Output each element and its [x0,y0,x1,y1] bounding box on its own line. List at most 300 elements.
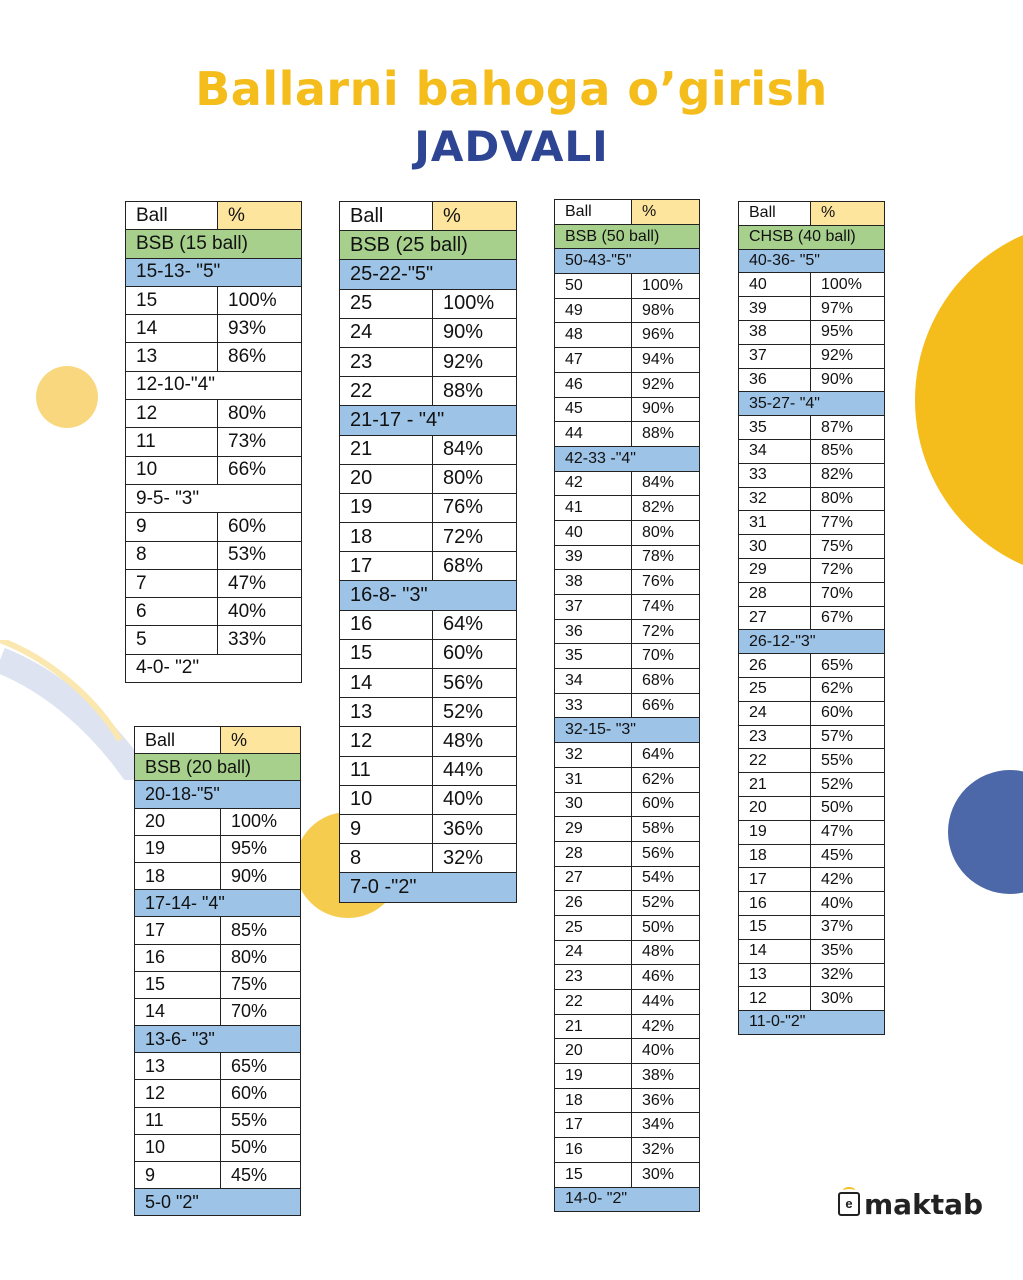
column-header-ball: Ball [739,202,811,226]
table-row [135,1162,301,1189]
percent-cell: 62% [811,677,885,701]
table-row [555,595,700,620]
ball-cell: 47 [555,348,632,373]
percent-cell: 76% [433,493,517,522]
table-header-row [555,200,700,225]
grade-row [126,371,302,399]
ball-cell: 44 [555,422,632,447]
ball-cell: 34 [555,669,632,694]
table-row [555,274,700,299]
percent-cell: 70% [632,644,700,669]
ball-cell: 6 [126,598,218,626]
table-row [126,626,302,654]
ball-cell: 25 [555,915,632,940]
ball-cell: 9 [340,814,433,843]
ball-cell: 24 [555,940,632,965]
percent-cell: 48% [433,727,517,756]
table-row [555,891,700,916]
ball-cell: 20 [555,1039,632,1064]
percent-cell: 32% [632,1138,700,1163]
percent-cell: 40% [218,598,302,626]
ball-cell: 23 [555,965,632,990]
ball-cell: 11 [135,1107,221,1134]
table-row [739,773,885,797]
grade-row [135,781,301,808]
percent-cell: 92% [632,372,700,397]
table-row [555,1014,700,1039]
ball-cell: 13 [135,1053,221,1080]
grade-row [135,1189,301,1216]
percent-cell: 70% [221,998,301,1025]
percent-cell: 82% [632,496,700,521]
percent-cell: 53% [218,541,302,569]
ball-cell: 20 [135,808,221,835]
percent-cell: 88% [433,377,517,406]
percent-cell: 44% [632,990,700,1015]
table-row [340,639,517,668]
percent-cell: 92% [433,347,517,376]
table-row [555,1162,700,1187]
grade-label: 50-43-"5" [555,249,700,274]
ball-cell: 23 [340,347,433,376]
table-bsb25 [339,201,517,903]
table-row [126,598,302,626]
table-row [340,814,517,843]
percent-cell: 72% [632,619,700,644]
percent-cell: 80% [811,487,885,511]
ball-cell: 14 [340,669,433,698]
percent-cell: 100% [811,273,885,297]
table-row [739,749,885,773]
table-row [555,693,700,718]
table-row [739,320,885,344]
percent-cell: 50% [811,796,885,820]
table-row [739,487,885,511]
decor-circle-yellow-small [36,366,98,428]
table-row [555,792,700,817]
table-row [555,397,700,422]
ball-cell: 18 [739,844,811,868]
ball-cell: 29 [739,558,811,582]
percent-cell: 68% [433,552,517,581]
column-header-ball: Ball [126,202,218,230]
ball-cell: 10 [126,456,218,484]
table-row [340,844,517,873]
table-row [126,569,302,597]
grade-label: 20-18-"5" [135,781,301,808]
table-row [126,428,302,456]
percent-cell: 35% [811,939,885,963]
percent-cell: 46% [632,965,700,990]
table-row [126,343,302,371]
percent-cell: 73% [218,428,302,456]
ball-cell: 27 [555,866,632,891]
percent-cell: 32% [433,844,517,873]
ball-cell: 30 [739,535,811,559]
percent-cell: 96% [632,323,700,348]
table-header-row [340,202,517,231]
table-row [739,416,885,440]
ball-cell: 15 [135,971,221,998]
percent-cell: 80% [218,400,302,428]
percent-cell: 90% [632,397,700,422]
percent-cell: 50% [221,1134,301,1161]
table-row [135,835,301,862]
grade-row [126,654,302,682]
table-row [739,820,885,844]
table-title: BSB (25 ball) [340,231,517,260]
ball-cell: 12 [126,400,218,428]
grade-label: 17-14- "4" [135,890,301,917]
ball-cell: 38 [739,320,811,344]
ball-cell: 15 [739,915,811,939]
ball-cell: 11 [126,428,218,456]
ball-cell: 36 [739,368,811,392]
percent-cell: 60% [433,639,517,668]
table-row [555,471,700,496]
percent-cell: 37% [811,915,885,939]
table-row [135,1080,301,1107]
ball-cell: 34 [739,439,811,463]
percent-cell: 48% [632,940,700,965]
table-row [739,439,885,463]
percent-cell: 80% [433,464,517,493]
table-row [340,669,517,698]
percent-cell: 47% [218,569,302,597]
percent-cell: 50% [632,915,700,940]
table-title: CHSB (40 ball) [739,225,885,249]
percent-cell: 85% [221,917,301,944]
percent-cell: 60% [632,792,700,817]
ball-cell: 15 [126,286,218,314]
percent-cell: 60% [221,1080,301,1107]
percent-cell: 97% [811,297,885,321]
percent-cell: 44% [433,756,517,785]
ball-cell: 46 [555,372,632,397]
percent-cell: 58% [632,817,700,842]
percent-cell: 55% [811,749,885,773]
ball-cell: 16 [135,944,221,971]
grade-row [135,1026,301,1053]
ball-cell: 17 [135,917,221,944]
grade-row [340,873,517,902]
table-title-row [135,754,301,781]
table-row [340,318,517,347]
ball-cell: 41 [555,496,632,521]
ball-cell: 37 [739,344,811,368]
ball-cell: 40 [739,273,811,297]
grade-label: 25-22-"5" [340,260,517,289]
percent-cell: 42% [632,1014,700,1039]
grade-label: 14-0- "2" [555,1187,700,1212]
ball-cell: 20 [340,464,433,493]
table-row [555,767,700,792]
table-row [340,610,517,639]
ball-cell: 25 [340,289,433,318]
table-row [739,558,885,582]
ball-cell: 23 [739,725,811,749]
grade-row [555,718,700,743]
percent-cell: 56% [433,669,517,698]
percent-cell: 87% [811,416,885,440]
table-row [555,1064,700,1089]
ball-cell: 49 [555,298,632,323]
percent-cell: 75% [221,971,301,998]
percent-cell: 90% [221,862,301,889]
ball-cell: 27 [739,606,811,630]
table-bsb50 [554,199,700,1212]
column-header-percent: % [632,200,700,225]
ball-cell: 25 [739,677,811,701]
table-row [555,619,700,644]
table-row [555,570,700,595]
ball-cell: 12 [340,727,433,756]
grade-label: 5-0 "2" [135,1189,301,1216]
percent-cell: 60% [811,701,885,725]
ball-cell: 33 [555,693,632,718]
grade-label: 15-13- "5" [126,258,302,286]
percent-cell: 70% [811,582,885,606]
ball-cell: 21 [555,1014,632,1039]
ball-cell: 18 [135,862,221,889]
table-row [739,273,885,297]
table-row [739,582,885,606]
ball-cell: 8 [126,541,218,569]
percent-cell: 36% [433,814,517,843]
table-row [739,677,885,701]
ball-cell: 9 [135,1162,221,1189]
table-row [555,323,700,348]
percent-cell: 40% [811,892,885,916]
percent-cell: 62% [632,767,700,792]
table-row [135,944,301,971]
percent-cell: 80% [221,944,301,971]
table-row [135,998,301,1025]
percent-cell: 36% [632,1088,700,1113]
ball-cell: 37 [555,595,632,620]
table-row [555,1138,700,1163]
ball-cell: 22 [739,749,811,773]
table-row [135,917,301,944]
decor-circle-yellow-large [915,220,1023,580]
ball-cell: 14 [126,315,218,343]
column-header-percent: % [811,202,885,226]
percent-cell: 74% [632,595,700,620]
percent-cell: 78% [632,545,700,570]
grade-label: 7-0 -"2" [340,873,517,902]
table-row [340,464,517,493]
table-row [340,727,517,756]
percent-cell: 93% [218,315,302,343]
grade-row [135,890,301,917]
ball-cell: 45 [555,397,632,422]
ball-cell: 48 [555,323,632,348]
grade-label: 40-36- "5" [739,249,885,273]
grade-label: 13-6- "3" [135,1026,301,1053]
ball-cell: 21 [739,773,811,797]
table-row [135,1134,301,1161]
ball-cell: 19 [555,1064,632,1089]
ball-cell: 24 [340,318,433,347]
ball-cell: 18 [340,523,433,552]
grade-row [126,258,302,286]
ball-cell: 24 [739,701,811,725]
table-row [340,698,517,727]
grade-label: 32-15- "3" [555,718,700,743]
table-row [555,990,700,1015]
grade-row [555,249,700,274]
ball-cell: 18 [555,1088,632,1113]
grade-row [739,392,885,416]
ball-cell: 15 [555,1162,632,1187]
percent-cell: 64% [632,743,700,768]
table-row [135,971,301,998]
grade-label: 4-0- "2" [126,654,302,682]
ball-cell: 14 [135,998,221,1025]
percent-cell: 94% [632,348,700,373]
table-row [340,377,517,406]
percent-cell: 82% [811,463,885,487]
ball-cell: 19 [340,493,433,522]
ball-cell: 28 [555,841,632,866]
ball-cell: 14 [739,939,811,963]
table-row [555,965,700,990]
percent-cell: 75% [811,535,885,559]
grade-row [126,484,302,512]
table-row [555,940,700,965]
table-chsb40 [738,201,885,1035]
ball-cell: 13 [340,698,433,727]
grade-label: 42-33 -"4" [555,446,700,471]
ball-cell: 13 [126,343,218,371]
percent-cell: 64% [433,610,517,639]
ball-cell: 16 [340,610,433,639]
ball-cell: 21 [340,435,433,464]
percent-cell: 72% [811,558,885,582]
grade-row [340,581,517,610]
ball-cell: 35 [555,644,632,669]
grade-row [739,1011,885,1035]
table-row [340,756,517,785]
ball-cell: 13 [739,963,811,987]
ball-cell: 8 [340,844,433,873]
ball-cell: 28 [739,582,811,606]
column-header-percent: % [433,202,517,231]
table-row [739,344,885,368]
ball-cell: 30 [555,792,632,817]
percent-cell: 52% [632,891,700,916]
column-header-percent: % [218,202,302,230]
ball-cell: 17 [555,1113,632,1138]
page-subtitle: JADVALI [414,122,609,171]
table-row [340,289,517,318]
table-row [340,785,517,814]
table-row [126,315,302,343]
table-row [126,400,302,428]
ball-cell: 31 [555,767,632,792]
table-row [739,463,885,487]
grade-row [739,630,885,654]
grade-label: 35-27- "4" [739,392,885,416]
table-row [739,511,885,535]
table-row [739,963,885,987]
ball-cell: 12 [135,1080,221,1107]
ball-cell: 7 [126,569,218,597]
table-title-row [126,230,302,258]
table-row [739,987,885,1011]
table-row [126,456,302,484]
table-row [340,347,517,376]
percent-cell: 66% [218,456,302,484]
ball-cell: 42 [555,471,632,496]
percent-cell: 80% [632,520,700,545]
grade-row [340,406,517,435]
percent-cell: 92% [811,344,885,368]
percent-cell: 45% [221,1162,301,1189]
percent-cell: 67% [811,606,885,630]
percent-cell: 100% [218,286,302,314]
ball-cell: 32 [555,743,632,768]
table-row [739,535,885,559]
table-row [555,669,700,694]
ball-cell: 17 [340,552,433,581]
percent-cell: 30% [811,987,885,1011]
table-row [555,1113,700,1138]
percent-cell: 90% [811,368,885,392]
percent-cell: 55% [221,1107,301,1134]
table-row [739,654,885,678]
percent-cell: 72% [433,523,517,552]
table-title-row [739,225,885,249]
decor-circle-blue [948,770,1023,894]
ball-cell: 9 [126,513,218,541]
ball-cell: 15 [340,639,433,668]
ball-cell: 22 [555,990,632,1015]
percent-cell: 47% [811,820,885,844]
percent-cell: 52% [811,773,885,797]
ball-cell: 38 [555,570,632,595]
table-row [739,892,885,916]
table-row [555,915,700,940]
ball-cell: 39 [555,545,632,570]
ball-cell: 22 [340,377,433,406]
table-row [555,348,700,373]
percent-cell: 77% [811,511,885,535]
brand-logo [838,1186,983,1222]
table-row [340,493,517,522]
table-row [739,939,885,963]
percent-cell: 88% [632,422,700,447]
ball-cell: 36 [555,619,632,644]
percent-cell: 100% [632,274,700,299]
table-row [739,701,885,725]
percent-cell: 42% [811,868,885,892]
table-row [555,841,700,866]
ball-cell: 10 [340,785,433,814]
table-header-row [739,202,885,226]
column-header-ball: Ball [555,200,632,225]
table-row [555,644,700,669]
percent-cell: 52% [433,698,517,727]
table-title: BSB (15 ball) [126,230,302,258]
ball-cell: 5 [126,626,218,654]
table-row [739,297,885,321]
grade-label: 11-0-"2" [739,1011,885,1035]
table-row [135,808,301,835]
percent-cell: 40% [433,785,517,814]
table-title-row [340,231,517,260]
column-header-percent: % [221,727,301,754]
